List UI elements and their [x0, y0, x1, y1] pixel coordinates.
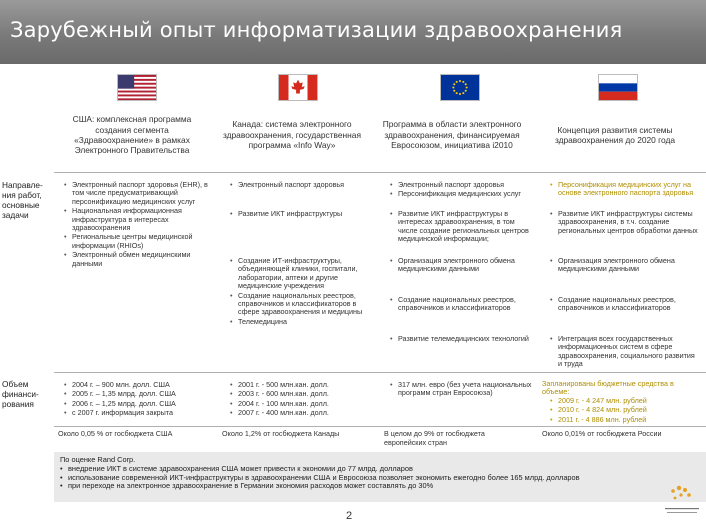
canada-budget-share: Около 1,2% от госбюджета Канады [222, 429, 340, 438]
list-item: • Создание национальных реестров, справочников и классификаторов [558, 296, 700, 313]
divider-middle [54, 372, 706, 373]
list-item: • 2001 г. - 500 млн.кан. долл. [238, 381, 378, 389]
list-item: • Электронный паспорт здоровья [238, 181, 378, 189]
eu-funding [390, 381, 535, 399]
row-label-funding: Объем финанси-рования [2, 379, 39, 409]
list-item: • Персонификация медицинских услуг [398, 190, 535, 198]
list-item: • Электронный паспорт здоровья (EHR), в том числе предусматривающий персонификацию медицинских услуг [72, 181, 214, 206]
eu-directions-a [390, 181, 535, 200]
russia-funding-title: Запланированы бюджетные средства в объеме: [542, 379, 674, 397]
divider-bottom [54, 426, 706, 427]
list-item: • Развитие ИКТ инфраструктуры [238, 210, 378, 218]
list-item: • Интеграция всех государственных информационных систем в сфере здравоохранения, социального развития и труда [558, 335, 700, 369]
list-item: • Создание ИТ-инфраструктуры, объединяющей клиники, госпитали, лаборатории, аптеки и другие медицинские учреждения [238, 257, 378, 291]
list-item: • 317 млн. евро (без учета национальных программ стран Евросоюза) [398, 381, 535, 398]
list-item: • 2006 г. – 1,25 млрд. долл. США [72, 400, 214, 408]
list-item: • Организация электронного обмена медицинскими данными [558, 257, 700, 274]
list-item: • 2009 г. - 4 247 млн. рублей [558, 397, 702, 405]
russia-directions-e [550, 335, 700, 370]
eu-directions-d [390, 296, 535, 314]
canada-funding [230, 381, 378, 419]
russia-directions-a [550, 181, 700, 199]
list-item: • 2004 г. - 100 млн.кан. долл. [238, 400, 378, 408]
eu-directions-e [390, 335, 535, 344]
usa-flag-icon [117, 74, 157, 101]
divider-top [54, 172, 706, 173]
usa-budget-share: Около 0,05 % от госбюджета США [58, 429, 173, 438]
row-label-directions: Направле-ния работ, основные задачи [2, 180, 43, 220]
list-item: • Развитие ИКТ инфраструктуры в интересах здравоохранения, в том числе создание региональных центров медицинской информации; [398, 210, 535, 244]
usa-funding [64, 381, 214, 419]
list-item: • 2003 г. - 600 млн.кан. долл. [238, 390, 378, 398]
list-item: • Персонификация медицинских услуг на основе электронного паспорта здоровья [558, 181, 700, 198]
list-item: • внедрение ИКТ в системе здравоохранения США может привести к экономии до 77 млрд. долларов [68, 465, 700, 474]
eu-budget-share: В целом до 9% от госбюджета европейских стран [384, 429, 485, 447]
list-item: • Электронный обмен медицинскими данными [72, 251, 214, 268]
russia-funding [542, 380, 702, 425]
column-header-russia: Концепция развития системы здравоохранения до 2020 года [554, 124, 676, 145]
russia-directions-b [550, 210, 700, 236]
column-header-eu: Программа в области электронного здравоохранения, финансируемая Евросоюзом, инициатива i2010 [382, 119, 522, 151]
usa-directions [64, 181, 214, 269]
list-item: • при переходе на электронное здравоохранение в Германии экономия расходов может составлять до 30% [68, 482, 700, 491]
page-number: 2 [346, 510, 353, 522]
list-item: • с 2007 г. информация закрыта [72, 409, 214, 417]
list-item: • 2005 г. – 1,35 млрд. долл. США [72, 390, 214, 398]
list-item: • Национальная информационная инфраструктура в интересах здравоохранения [72, 207, 214, 232]
canada-directions-c [230, 257, 378, 327]
list-item: • 2010 г. - 4 824 млн. рублей [558, 406, 702, 414]
list-item: • Создание национальных реестров, справочников и классификаторов в сфере здравоохранения и медицины [238, 292, 378, 317]
eu-directions-b [390, 210, 535, 245]
russia-budget-share: Около 0,01% от госбюджета России [542, 429, 662, 438]
list-item: • Развитие ИКТ инфраструктуры системы здравоохранения, в т.ч. создание региональных центров обработки данных [558, 210, 700, 235]
list-item: • 2011 г. - 4 886 млн. рублей [558, 416, 702, 424]
title-bar [0, 0, 706, 64]
eu-directions-c [390, 257, 535, 275]
note-title: По оценке Rand Corp. [60, 455, 136, 464]
list-item: • использование современной ИКТ-инфраструктуры в здравоохранении США и Евросоюза позволяет экономить ежегодно более 165 млрд. долларов [68, 474, 700, 483]
list-item: • 2007 г. - 400 млн.кан. долл. [238, 409, 378, 417]
russia-directions-d [550, 296, 700, 314]
list-item: • Электронный паспорт здоровья [398, 181, 535, 189]
canada-flag-icon [278, 74, 318, 101]
canada-directions-a [230, 181, 378, 190]
list-item: • Телемедицина [238, 318, 378, 326]
list-item: • Развитие телемедицинских технологий [398, 335, 535, 343]
company-logo-icon [645, 478, 701, 520]
page-title: Зарубежный опыт информатизации здравоохранения [10, 18, 623, 42]
eu-flag-icon [440, 74, 480, 101]
canada-directions-b [230, 210, 378, 219]
list-item: • Создание национальных реестров, справочников и классификаторов [398, 296, 535, 313]
list-item: • Организация электронного обмена медицинскими данными [398, 257, 535, 274]
column-header-usa: США: комплексная программа создания сегмента «Здравоохранение» в рамках Электронного Правительства [72, 114, 192, 156]
russia-directions-c [550, 257, 700, 275]
list-item: • Региональные центры медицинской информации (RHIOs) [72, 233, 214, 250]
list-item: • 2004 г. – 900 млн. долл. США [72, 381, 214, 389]
russia-flag-icon [598, 74, 638, 101]
rand-note-box [54, 452, 706, 502]
column-header-canada: Канада: система электронного здравоохранения, государственная программа «Info Way» [222, 119, 362, 151]
